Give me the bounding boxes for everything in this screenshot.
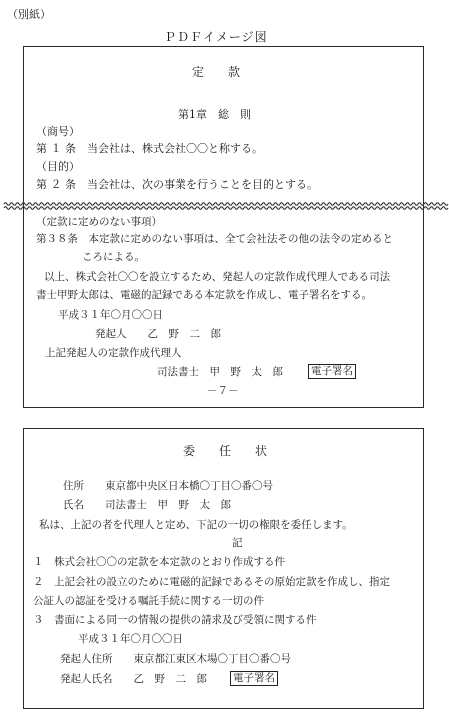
agent-name: 司法書士 甲 野 太 郎 [157, 366, 283, 378]
poa-title: 委 任 状 [183, 444, 268, 458]
agent-label: 上記発起人の定款作成代理人 [45, 347, 182, 359]
articles-signature-box [308, 364, 356, 379]
poa-item1: １ 株式会社〇〇の定款を本定款のとおり作成する件 [33, 556, 285, 568]
article38-line1: 第３８条 本定款に定めのない事項は、全て会社法その他の法令の定めると [36, 233, 393, 245]
poa-ki: 記 [232, 537, 243, 549]
promoter-name: 発起人 乙 野 二 郎 [95, 328, 221, 340]
figure-title: ＰＤＦイメージ図 [164, 30, 268, 44]
poa-address: 住所 東京都中央区日本橋〇丁目〇番〇号 [63, 480, 273, 492]
article2-heading: （目的） [36, 160, 80, 173]
article38-heading: （定款に定めのない事項） [36, 216, 162, 228]
poa-signature-box [230, 671, 278, 686]
page-number: －７－ [207, 385, 239, 397]
power-of-attorney-box [23, 428, 424, 709]
article38-line2: ころによる。 [82, 251, 145, 263]
poa-item2-line1: ２ 上記会社の設立のために電磁的記録であるその原始定款を作成し、指定 [33, 576, 390, 588]
articles-title: 定 款 [192, 65, 241, 79]
poa-promoter-address: 発起人住所 東京都江東区木場〇丁目〇番〇号 [60, 653, 291, 665]
closing-line2: 書士甲野太郎は、電磁的記録である本定款を作成し、電子署名をする。 [36, 289, 372, 301]
poa-statement: 私は、上記の者を代理人と定め、下記の一切の権限を委任します。 [39, 519, 353, 531]
poa-date: 平成３１年〇月〇〇日 [78, 633, 183, 645]
omission-wave-mark [0, 199, 449, 215]
electronic-signature-label: 電子署名 [308, 364, 356, 379]
article1-heading: （商号） [36, 125, 80, 138]
closing-line1: 以上、株式会社〇〇を設立するため、発起人の定款作成代理人である司法 [44, 271, 391, 283]
chapter-heading: 第1章 総 則 [178, 108, 251, 121]
poa-electronic-signature-label: 電子署名 [230, 671, 278, 686]
articles-date: 平成３１年〇月〇〇日 [58, 309, 163, 321]
poa-name: 氏名 司法書士 甲 野 太 郎 [63, 499, 231, 511]
poa-promoter-name: 発起人氏名 乙 野 二 郎 [60, 673, 207, 685]
article1-text: 第 １ 条 当会社は、株式会社〇〇と称する。 [36, 142, 263, 155]
article2-text: 第 ２ 条 当会社は、次の事業を行うことを目的とする。 [36, 178, 318, 191]
poa-item2-line2: 公証人の認証を受ける嘱託手続に関する一切の件 [33, 595, 264, 607]
poa-item3: ３ 書面による同一の情報の提供の請求及び受領に関する件 [33, 614, 317, 626]
attachment-label: （別紙） [7, 8, 51, 21]
